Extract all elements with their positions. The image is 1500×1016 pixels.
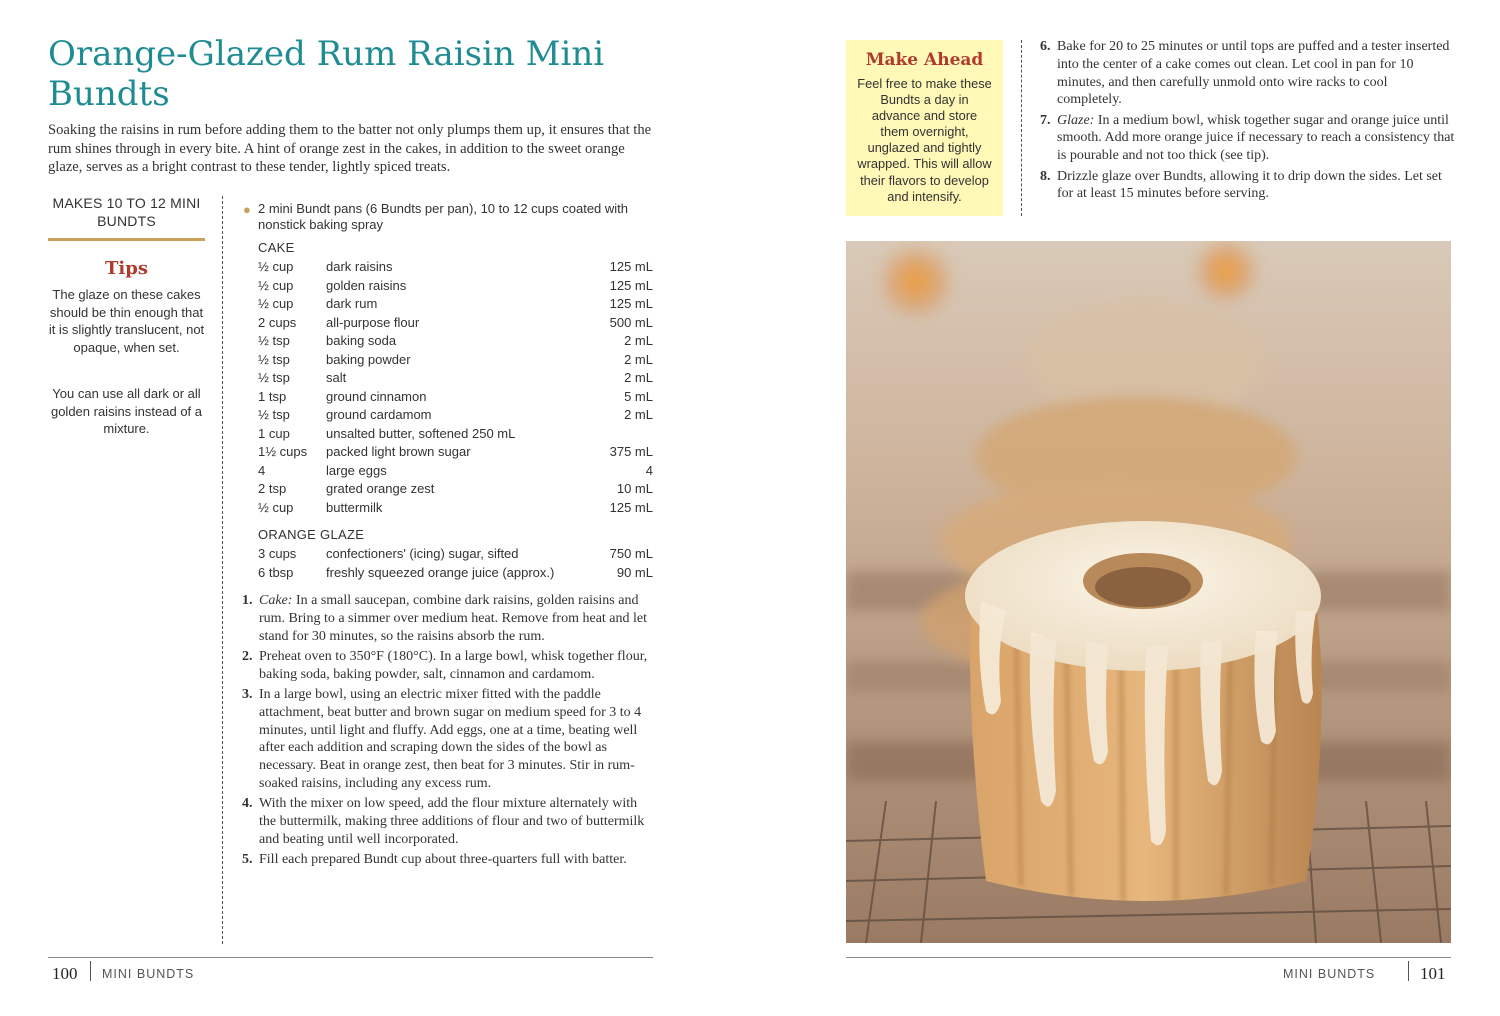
ingredient-qty: 1 tsp [258,388,287,404]
ingredient-qty: 4 [258,462,266,478]
ingredient-row [258,351,653,370]
step-lead: Glaze: [1057,112,1095,128]
recipe-title: Orange-Glazed Rum Raisin Mini Bundts [48,34,605,114]
recipe-intro: Soaking the raisins in rum before adding them to the batter not only plumps them up, it ensures that the rum shines through in every bite. A hint of orange zest in the cakes, in addition to the sweet orange glaze, serves as a bright contrast to these tender, lightly spiced treats. [48,122,652,175]
ingredient-row [258,462,653,481]
ingredient-name: large eggs [326,462,387,478]
ingredient-name: ground cardamom [326,407,432,422]
step-number: 2. [242,648,253,664]
ingredient-name: packed light brown sugar [326,444,471,459]
ingredient-qty: ½ cup [258,277,294,293]
ingredient-qty: 1 cup [258,425,290,441]
ingredient-row [258,314,653,333]
step-number: 5. [242,852,253,868]
ingredient-row [258,369,653,388]
cake-ingredient-list [258,258,653,517]
method-steps-left [242,592,654,871]
step-text: With the mixer on low speed, add the flour mixture alternately with the buttermilk, making three additions of flour and two of buttermilk and beating until well incorporated. [259,796,645,847]
ingredient-qty: ½ cup [258,259,294,274]
ingredient-name: freshly squeezed orange juice (approx.) [326,564,555,580]
method-step [242,795,654,848]
ingredient-metric: 90 mL [616,564,653,580]
step-text: In a medium bowl, whisk together sugar and orange juice until smooth. Add more orange juice if necessary to reach a consistency that is pourable and not too thick (see tip). [1057,112,1455,164]
ingredient-metric: 5 mL [624,388,653,404]
ingredient-qty: 2 tsp [258,481,287,496]
step-text: Drizzle glaze over Bundts, allowing it to drip down the sides. Let set for at least 15 minutes before serving. [1057,168,1442,202]
ingredient-row [258,295,653,314]
equipment-note: 2 mini Bundt pans (6 Bundts per pan), 10 to 12 cups coated with nonstick baking spray [258,201,629,232]
ingredient-name: golden raisins [326,277,407,293]
ingredient-row [258,545,653,564]
step-number: 4. [242,796,253,812]
method-step [242,686,654,793]
cake-section-label: CAKE [258,240,295,255]
ingredient-metric: 750 mL [609,546,653,561]
ingredient-metric: 125 mL [609,259,653,274]
step-text: Preheat oven to 350°F (180°C). In a large bowl, whisk together flour, baking soda, baking powder, salt, cinnamon and cardamom. [259,648,648,682]
ingredient-row [258,406,653,425]
ingredient-name: ground cinnamon [326,388,427,404]
running-head: MINI BUNDTS [1283,967,1376,981]
ingredient-name: unsalted butter, softened 250 mL [326,425,516,441]
running-head: MINI BUNDTS [102,967,195,981]
ingredient-metric: 2 mL [624,333,653,348]
ingredient-row [258,258,653,277]
ingredient-metric: 10 mL [616,481,653,496]
footer-rule [48,957,653,958]
ingredient-qty: ½ cup [258,499,294,515]
tip-item: You can use all dark or all golden raisins instead of a mixture. [50,386,203,436]
ingredient-metric: 2 mL [624,407,653,422]
ingredient-name: confectioners' (icing) sugar, sifted [326,546,519,561]
ingredient-metric: 2 mL [624,370,653,385]
ingredient-metric: 2 mL [624,351,653,367]
footer-rule [846,957,1451,958]
method-step [1040,168,1455,204]
yield-divider [48,238,205,241]
bundt-cake-photo [846,241,1451,943]
tip-item: The glaze on these cakes should be thin enough that it is slightly translucent, not opaque, when set. [48,287,205,355]
column-divider [1021,40,1022,216]
ingredient-name: baking powder [326,351,411,367]
method-step [1040,112,1455,165]
ingredient-qty: 6 tbsp [258,564,294,580]
ingredient-row [258,480,653,499]
step-lead: Cake: [259,593,293,608]
ingredient-qty: 2 cups [258,314,297,330]
glaze-ingredient-list [258,545,653,582]
step-text: In a small saucepan, combine dark raisins, golden raisins and rum. Bring to a simmer over medium heat. Remove from heat and let stand for 30 minutes, so the raisins absorb the rum. [259,593,648,644]
bullet-icon: ● [243,202,251,217]
step-number: 6. [1040,39,1051,54]
method-step [242,592,654,645]
ingredient-metric: 500 mL [609,314,653,330]
ingredient-row [258,499,653,518]
ingredient-metric: 4 [645,462,653,478]
footer-separator [90,961,91,981]
glaze-section-label: ORANGE GLAZE [258,527,365,542]
step-text: Fill each prepared Bundt cup about three-quarters full with batter. [259,852,627,868]
ingredient-row [258,425,653,444]
make-ahead-text: Feel free to make these Bundts a day in advance and store them overnight, unglazed and tightly wrapped. This will allow their flavors to develop and intensify. [857,76,992,204]
ingredient-qty: ½ tsp [258,407,290,422]
ingredient-qty: ½ tsp [258,370,290,385]
ingredient-name: baking soda [326,333,397,348]
ingredient-qty: 3 cups [258,546,297,561]
ingredient-name: all-purpose flour [326,314,420,330]
footer-separator [1408,961,1409,981]
step-number: 8. [1040,168,1051,184]
ingredient-row [258,564,653,583]
make-ahead-heading: Make Ahead [865,50,984,70]
step-text: In a large bowl, using an electric mixer fitted with the paddle attachment, beat butter and brown sugar on medium speed for 3 to 4 minutes, until light and fluffy. Add eggs, one at a time, beating well after each addition and scraping down the sides of the bowl as necessary. Beat in orange zest, then beat for 3 minutes. Stir in rum-soaked raisins, including any excess rum. [259,686,642,791]
method-steps-right [1040,38,1455,206]
ingredient-qty: ½ tsp [258,351,290,367]
page-number: 100 [52,964,78,983]
ingredient-row [258,443,653,462]
ingredient-row [258,332,653,351]
ingredient-name: salt [326,370,347,385]
method-step [242,851,654,869]
tips-heading: Tips [105,258,148,279]
column-divider [222,196,223,944]
step-text: Bake for 20 to 25 minutes or until tops are puffed and a tester inserted into the center of a cake comes out clean. Let cool in pan for 10 minutes, and then carefully unmold onto wire racks to cool completely. [1057,39,1450,108]
ingredient-metric: 125 mL [609,499,653,515]
step-number: 3. [242,686,253,702]
ingredient-name: buttermilk [326,499,383,515]
ingredient-metric: 375 mL [609,444,653,459]
ingredient-metric: 125 mL [609,277,653,293]
ingredient-name: dark rum [326,296,378,311]
yield-label: MAKES 10 TO 12 MINI BUNDTS [52,195,201,229]
ingredient-name: grated orange zest [326,481,435,496]
ingredient-name: dark raisins [326,259,393,274]
ingredient-qty: ½ tsp [258,333,290,348]
ingredient-row [258,388,653,407]
method-step [1040,38,1455,109]
page-number: 101 [1420,964,1446,983]
method-step [242,648,654,684]
step-number: 7. [1040,112,1051,128]
ingredient-metric: 125 mL [609,296,653,311]
ingredient-qty: ½ cup [258,296,294,311]
ingredient-row [258,277,653,296]
ingredient-qty: 1½ cups [258,444,308,459]
step-number: 1. [242,593,253,608]
